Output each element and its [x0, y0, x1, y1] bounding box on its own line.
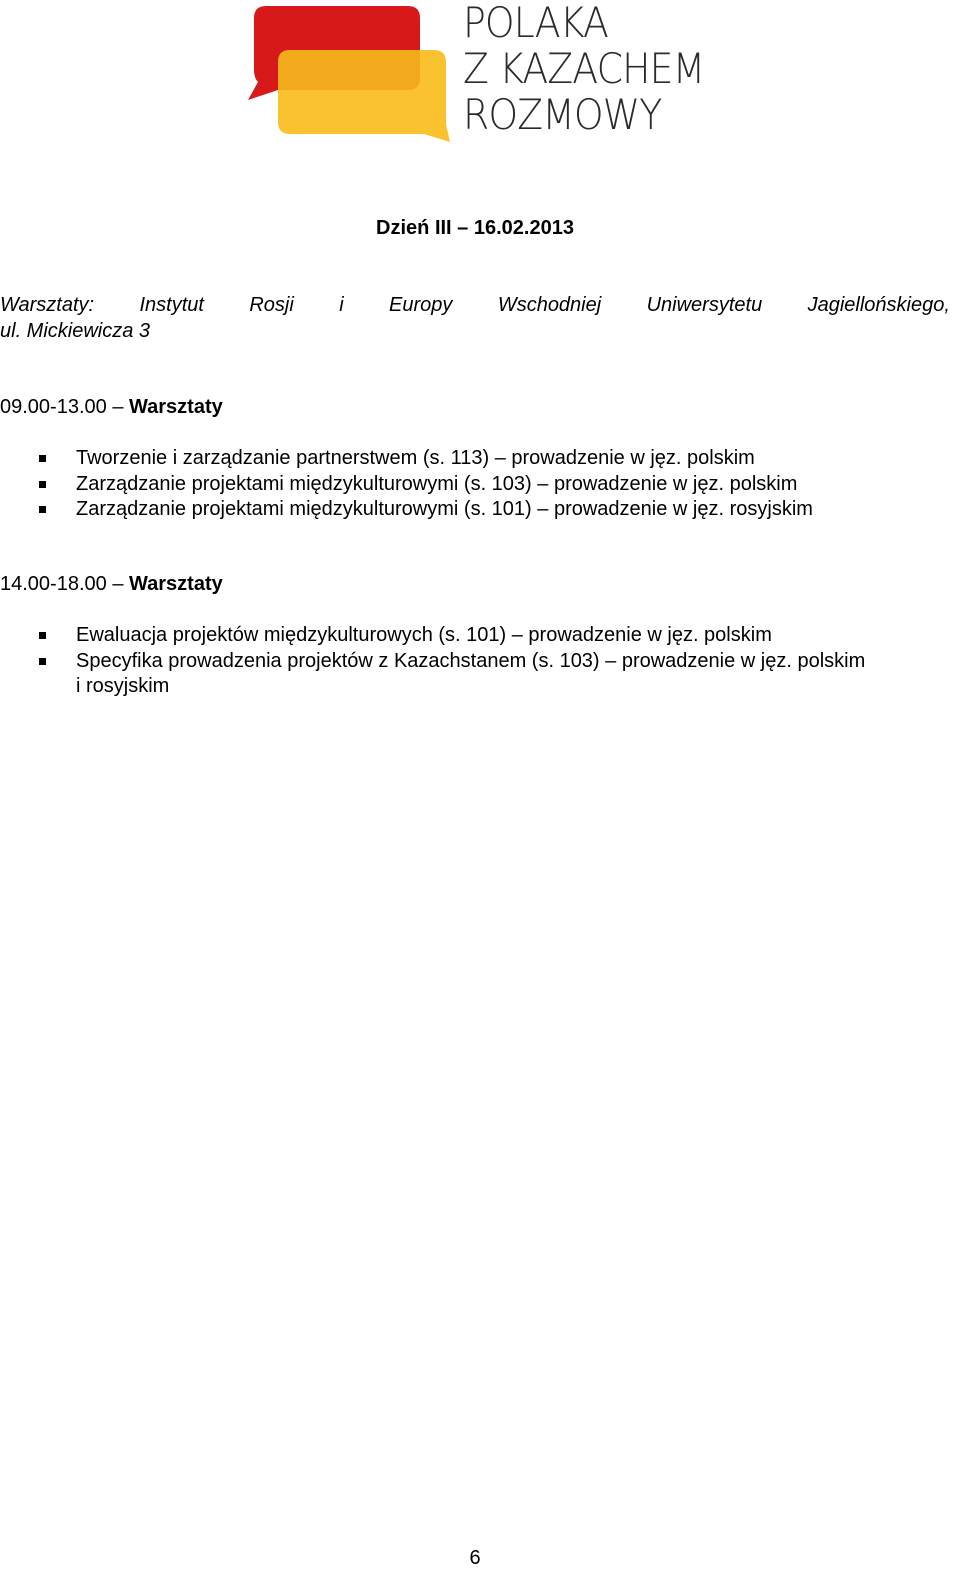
list-item-text: i rosyjskim: [76, 675, 170, 697]
square-bullet-icon: [39, 658, 46, 665]
square-bullet-icon: [39, 481, 46, 488]
list-item-text: Tworzenie i zarządzanie partnerstwem (s. 113) – prowadzenie w jęz. polskim: [76, 447, 755, 469]
venue-word: Warsztaty:: [0, 294, 95, 316]
list-item-continuation: [0, 674, 955, 700]
list-item: [0, 649, 955, 675]
venue-word: i: [339, 294, 344, 316]
day-heading: Dzień III – 16.02.2013: [376, 217, 574, 239]
list-item-text: Specyfika prowadzenia projektów z Kazachstanem (s. 103) – prowadzenie w jęz. polskim: [76, 649, 866, 672]
logo-wordmark: [463, 0, 704, 138]
venue-word: Rosji: [249, 294, 294, 316]
list-item: [0, 497, 955, 523]
session-items: [0, 623, 955, 700]
venue-word: Uniwersytetu: [646, 294, 763, 316]
venue-word: Wschodniej: [497, 294, 602, 316]
list-item: [0, 472, 955, 498]
session-label: Warsztaty: [129, 573, 223, 595]
venue-line-2: ul. Mickiewicza 3: [0, 320, 151, 342]
list-item-text: Zarządzanie projektami międzykulturowymi (s. 101) – prowadzenie w jęz. rosyjskim: [76, 498, 813, 520]
venue: [0, 292, 950, 344]
list-item-text: Zarządzanie projektami międzykulturowymi (s. 103) – prowadzenie w jęz. polskim: [76, 472, 798, 495]
logo-line: Z KAZACHEM: [463, 44, 705, 93]
bubble-overlap: [278, 50, 420, 90]
square-bullet-icon: [39, 506, 46, 513]
list-item: [0, 623, 955, 649]
logo-line: POLAKA: [463, 0, 608, 47]
list-item: [0, 446, 955, 472]
session-title: [0, 396, 223, 419]
session-items: [0, 446, 955, 523]
logo-line: ROZMOWY: [463, 90, 662, 139]
session-time: 14.00-18.00 –: [0, 573, 124, 595]
square-bullet-icon: [39, 632, 46, 639]
venue-word: Jagiellońskiego,: [807, 294, 950, 316]
venue-word: Europy: [389, 294, 453, 316]
venue-line-1: [0, 292, 950, 318]
page-number: 6: [469, 1547, 481, 1569]
square-bullet-icon: [39, 455, 46, 462]
list-item-text: Ewaluacja projektów międzykulturowych (s. 101) – prowadzenie w jęz. polskim: [76, 624, 772, 646]
session-label: Warsztaty: [129, 396, 223, 418]
venue-word: Instytut: [139, 294, 204, 316]
session-time: 09.00-13.00 –: [0, 396, 124, 418]
session-title: [0, 573, 223, 596]
